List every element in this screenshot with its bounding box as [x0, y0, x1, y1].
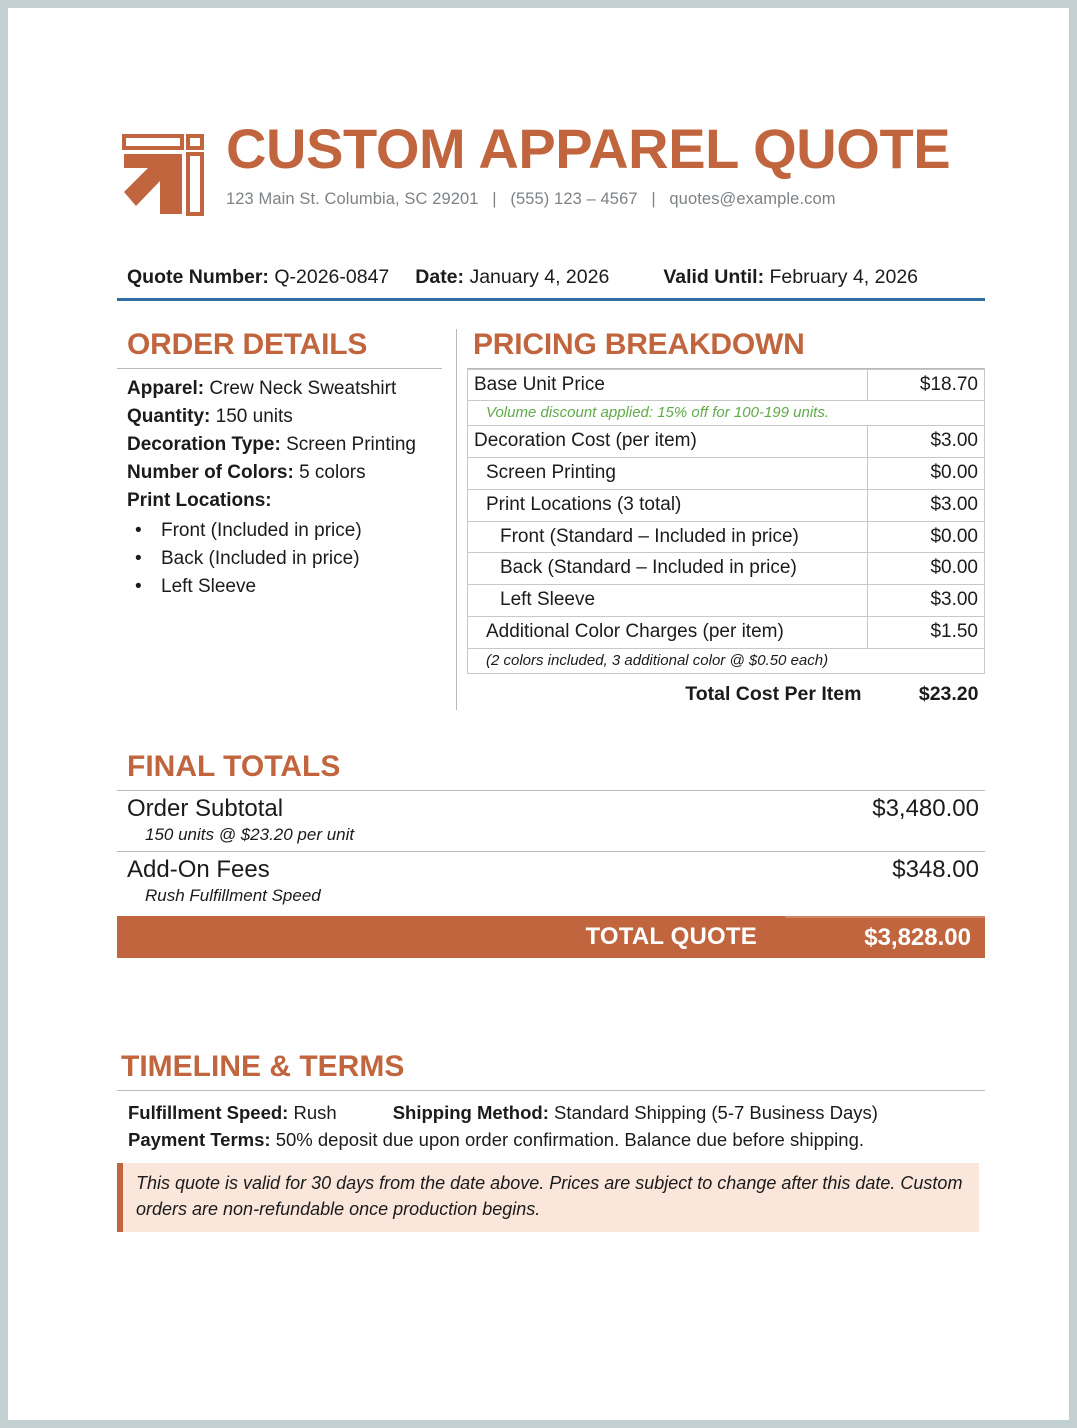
table-row [468, 369, 985, 401]
quote-date-label: Date: [415, 266, 465, 288]
print-location-label: Left Sleeve [161, 576, 257, 598]
order-subtotal-label: Order Subtotal [127, 795, 284, 823]
detail-label: Decoration Type: [127, 433, 281, 455]
order-details-list [117, 375, 442, 602]
company-phone: (555) 123 – 4567 [510, 190, 638, 209]
volume-discount-note: Volume discount applied: 15% off for 100-199 units. [468, 401, 985, 426]
pricing-amount: $0.00 [868, 521, 985, 553]
list-item [135, 545, 442, 573]
pricing-amount: $3.00 [868, 426, 985, 458]
terms-body [117, 1100, 985, 1153]
order-subtotal-note: 150 units @ $23.20 per unit [117, 825, 985, 852]
detail-label: Number of Colors: [127, 461, 294, 483]
arrow-up-right-in-frame-icon [122, 134, 204, 216]
detail-row-number-of-colors [127, 459, 442, 487]
company-contact-line [226, 190, 985, 209]
table-row [468, 489, 985, 521]
final-totals-section [117, 750, 985, 958]
pricing-amount: $0.00 [868, 458, 985, 490]
pricing-amount: $1.50 [868, 617, 985, 649]
print-location-label: Back (Included in price) [161, 548, 360, 570]
pricing-label: Screen Printing [468, 458, 868, 490]
payment-terms-label: Payment Terms: [128, 1128, 271, 1150]
total-cost-per-item-amount: $23.20 [918, 682, 979, 705]
details-and-pricing-columns [117, 329, 985, 710]
company-logo [122, 134, 204, 216]
final-totals-heading: FINAL TOTALS [117, 750, 985, 791]
print-location-label: Front (Included in price) [161, 520, 362, 542]
fulfillment-speed-label: Fulfillment Speed: [128, 1102, 289, 1124]
quote-number-value: Q-2026-0847 [274, 266, 390, 288]
detail-row-quantity [127, 403, 442, 431]
pricing-label: Base Unit Price [468, 369, 868, 401]
order-subtotal-amount: $3,480.00 [872, 795, 979, 823]
detail-label: Quantity: [127, 405, 211, 427]
valid-until-value: February 4, 2026 [769, 266, 919, 288]
table-row [468, 553, 985, 585]
add-on-fees-amount: $348.00 [892, 856, 979, 884]
print-locations-label: Print Locations: [127, 489, 272, 511]
total-quote-amount: $3,828.00 [785, 916, 985, 958]
pricing-label: Print Locations (3 total) [468, 489, 868, 521]
quote-number-label: Quote Number: [127, 266, 269, 288]
final-totals-table [117, 791, 985, 912]
detail-row-decoration-type [127, 431, 442, 459]
order-details-section [117, 329, 457, 710]
order-details-heading: ORDER DETAILS [117, 329, 442, 369]
bullet-icon: • [135, 520, 142, 542]
fulfillment-speed-value: Rush [293, 1102, 337, 1124]
pricing-label: Back (Standard – Included in price) [468, 553, 868, 585]
table-row [468, 426, 985, 458]
table-row [468, 521, 985, 553]
table-row-note [468, 401, 985, 426]
quote-date-value: January 4, 2026 [469, 266, 610, 288]
total-quote-bar [117, 916, 985, 958]
shipping-method-value: Standard Shipping (5-7 Business Days) [554, 1102, 878, 1124]
list-item [135, 517, 442, 545]
timeline-terms-heading: TIMELINE & TERMS [117, 1050, 985, 1091]
pricing-amount: $0.00 [868, 553, 985, 585]
disclaimer-box: This quote is valid for 30 days from the date above. Prices are subject to change after this date. Custom orders are non-refundable once production begins. [117, 1163, 979, 1232]
add-on-fees-note: Rush Fulfillment Speed [145, 886, 321, 906]
total-quote-label: TOTAL QUOTE [585, 923, 757, 951]
table-row-total [468, 673, 985, 710]
terms-row-shipping [128, 1100, 985, 1126]
pricing-table [467, 369, 985, 711]
additional-colors-note: (2 colors included, 3 additional color @ $0.50 each) [468, 648, 985, 673]
document-header [117, 8, 985, 216]
pricing-breakdown-section [457, 329, 985, 710]
table-row-subnote [117, 825, 985, 852]
detail-value: 5 colors [299, 461, 366, 483]
pricing-label: Decoration Cost (per item) [468, 426, 868, 458]
pricing-amount: $3.00 [868, 489, 985, 521]
pricing-amount: $3.00 [868, 585, 985, 617]
company-email: quotes@example.com [669, 190, 836, 209]
pricing-label: Front (Standard – Included in price) [468, 521, 868, 553]
valid-until-label: Valid Until: [663, 266, 765, 288]
page-title: CUSTOM APPAREL QUOTE [226, 117, 951, 180]
payment-terms-value: 50% deposit due upon order confirmation. Balance due before shipping. [275, 1128, 865, 1150]
quote-document-page [8, 8, 1069, 1420]
table-row [468, 458, 985, 490]
detail-value: Screen Printing [286, 433, 416, 455]
pricing-amount: $18.70 [868, 369, 985, 401]
detail-value: 150 units [215, 405, 293, 427]
contact-separator-1: | [492, 190, 497, 209]
table-row-note [468, 648, 985, 673]
table-row [468, 585, 985, 617]
quote-meta-row [117, 266, 985, 301]
timeline-and-terms-section [117, 1050, 985, 1232]
print-locations-list [127, 517, 442, 601]
list-item [135, 573, 442, 601]
pricing-label: Additional Color Charges (per item) [468, 617, 868, 649]
table-row-subnote [117, 886, 985, 912]
detail-value: Crew Neck Sweatshirt [209, 377, 397, 399]
table-row [468, 617, 985, 649]
company-address: 123 Main St. Columbia, SC 29201 [226, 190, 479, 209]
contact-separator-2: | [651, 190, 656, 209]
detail-row-apparel [127, 375, 442, 403]
pricing-breakdown-heading: PRICING BREAKDOWN [467, 329, 985, 369]
shipping-method-label: Shipping Method: [392, 1102, 549, 1124]
bullet-icon: • [135, 548, 142, 570]
terms-row-payment [128, 1127, 985, 1153]
table-row [117, 852, 985, 887]
pricing-label: Left Sleeve [468, 585, 868, 617]
add-on-fees-label: Add-On Fees [127, 856, 270, 884]
detail-label: Apparel: [127, 377, 205, 399]
table-row [117, 791, 985, 825]
total-cost-per-item-label: Total Cost Per Item [685, 682, 862, 705]
bullet-icon: • [135, 576, 142, 598]
